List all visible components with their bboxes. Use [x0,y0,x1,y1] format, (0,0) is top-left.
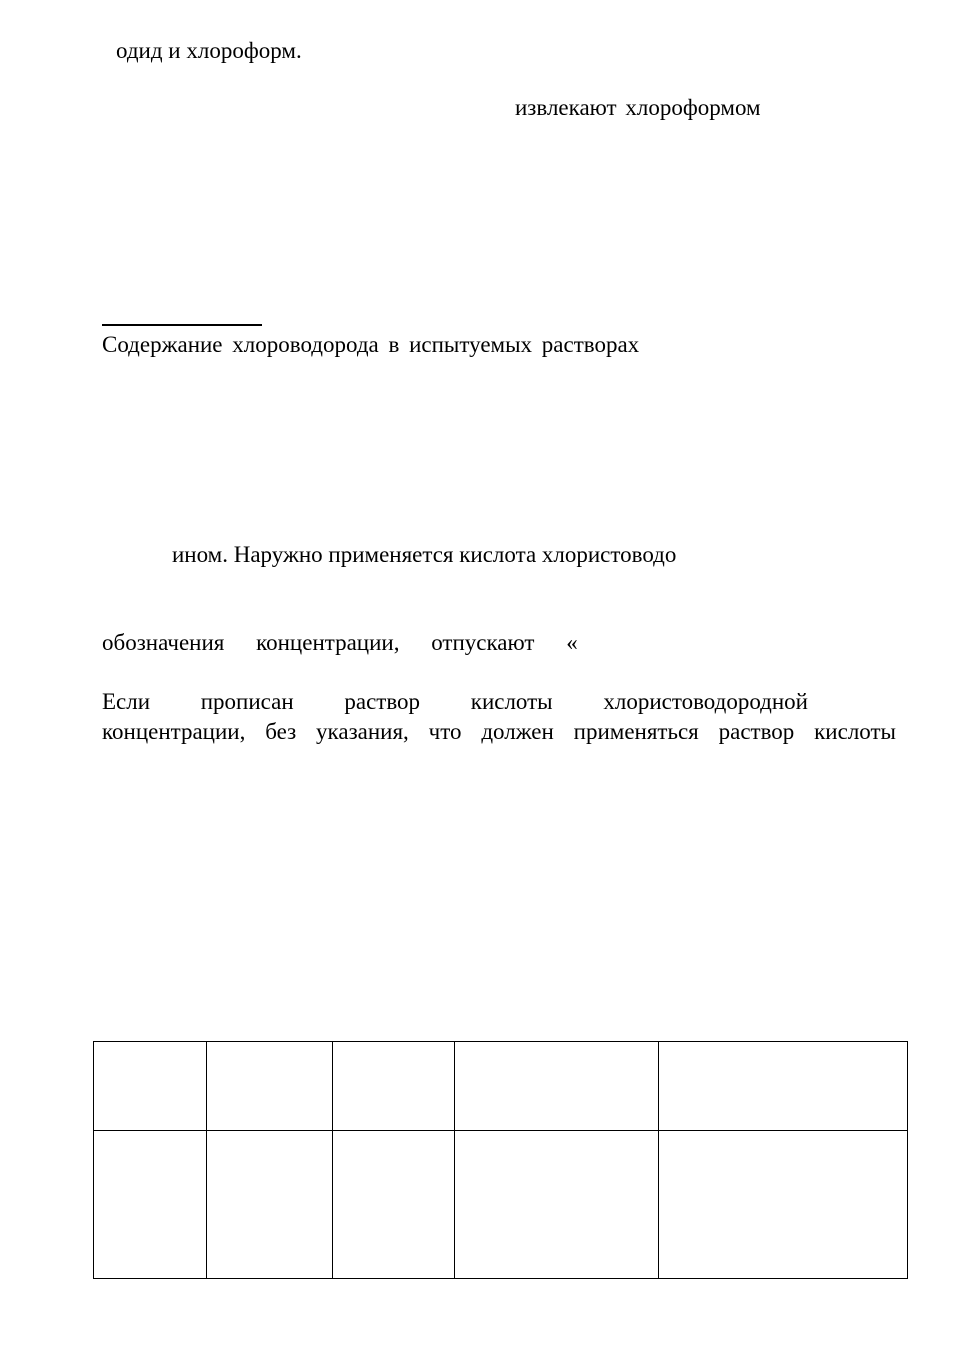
table-cell [455,1131,659,1279]
table-cell [659,1042,908,1131]
word: хлористоводородной [603,689,808,714]
table-cell [94,1042,207,1131]
word: кислоты [814,719,896,744]
table-cell [207,1131,333,1279]
table-cell [333,1131,455,1279]
text-line-2: извлекают хлороформом [515,95,761,120]
word: кислоты [470,689,553,714]
word: Если [102,689,151,714]
word: должен [481,719,554,744]
text-line-1: одид и хлороформ. [116,38,302,63]
footnote-rule [102,324,262,326]
text-line-7 [102,717,896,747]
word: без [265,719,297,744]
word: что [428,719,462,744]
word: указания, [316,719,409,744]
table-row [94,1042,908,1131]
word: раствор [344,689,421,714]
word: применяться [573,719,699,744]
table-cell [659,1131,908,1279]
text-line-4: ином. Наружно применяется кислота хлористоводо [172,542,677,567]
table-row [94,1131,908,1279]
table-cell [333,1042,455,1131]
empty-table [93,1041,908,1279]
text-line-5: обозначения концентрации, отпускают « [102,630,578,655]
table-cell [455,1042,659,1131]
text-line-6 [102,687,808,717]
word: концентрации, [102,719,246,744]
word: прописан [200,689,294,714]
text-line-3: Содержание хлороводорода в испытуемых растворах [102,332,640,357]
word: раствор [718,719,795,744]
table-cell [207,1042,333,1131]
table-cell [94,1131,207,1279]
